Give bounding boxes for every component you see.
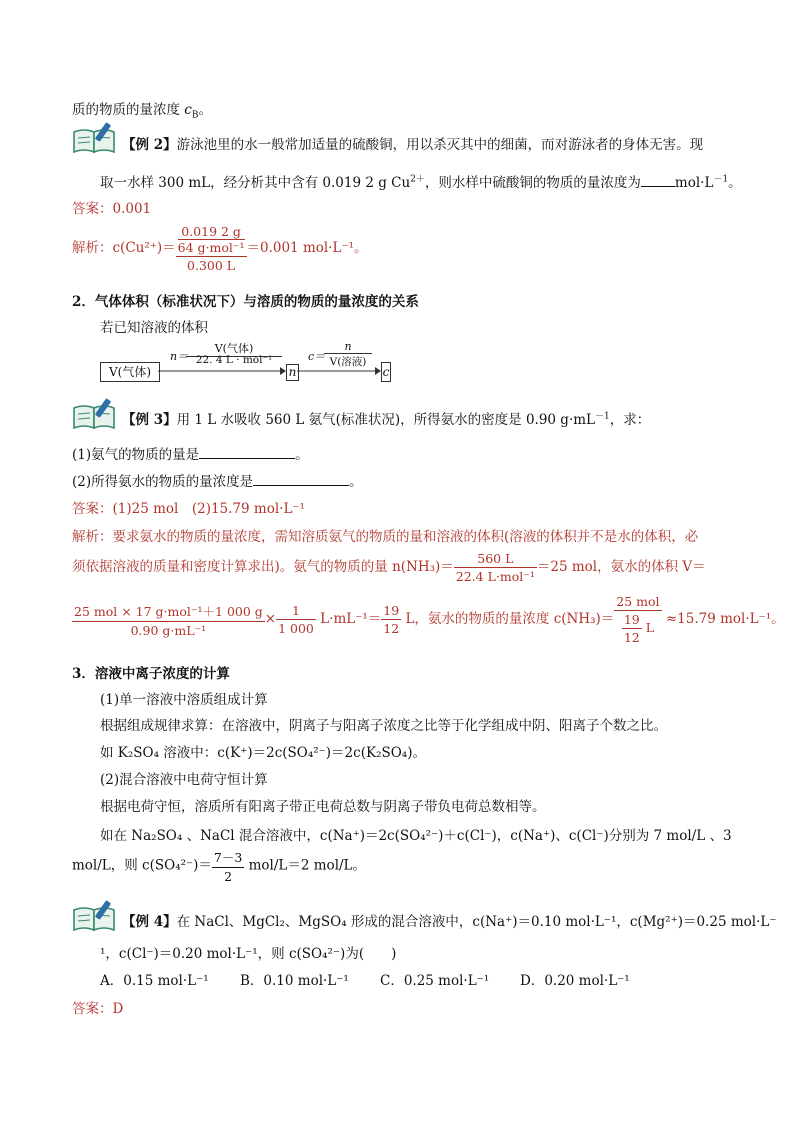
ex3-frac-conc <box>614 594 661 645</box>
ex2-frac-top <box>176 224 247 257</box>
ex3-q2-blank[interactable] <box>253 472 349 486</box>
sec2-sub: 若已知溶液的体积 <box>100 320 208 336</box>
ex2-analysis-lhs: c(Cu²⁺)＝ <box>112 240 176 256</box>
ex2-sup1: 2＋ <box>410 174 425 185</box>
ex3-q1-end: 。 <box>295 447 309 463</box>
book-pen-icon <box>72 122 118 154</box>
ex4-line1 <box>122 910 776 930</box>
sec3-title: 3．溶液中离子浓度的计算 <box>72 666 230 682</box>
flow-arrow-1 <box>158 366 286 376</box>
sec3-frac-num: 7－3 <box>212 848 244 868</box>
ex2-text2b: ，则水样中硫酸铜的物质的量浓度为 <box>424 175 641 191</box>
ex2-text2d: 。 <box>728 175 742 191</box>
ex3-text1b: ，求： <box>609 412 651 428</box>
sec3-p7 <box>72 848 366 884</box>
flow-formula2-num: n <box>324 340 372 354</box>
ex3-analysis-line3 <box>72 594 785 645</box>
ex3-answer: 答案：(1)25 mol (2)15.79 mol·L⁻¹ <box>72 501 305 517</box>
book-pen-icon <box>72 900 118 932</box>
ex4-line2: ¹，c(Cl⁻)＝0.20 mol·L⁻¹，则 c(SO₄²⁻)为( ) <box>100 946 397 962</box>
sec3-p3: 如 K₂SO₄ 溶液中：c(K⁺)＝2c(SO₄²⁻)＝2c(K₂SO₄)。 <box>100 745 426 761</box>
ex3-frac-volume <box>72 602 265 638</box>
sec3-p1: (1)单一溶液中溶质组成计算 <box>100 692 268 708</box>
ex2-line1 <box>122 133 703 153</box>
ex2-text1: 游泳池里的水一般常加适量的硫酸铜，用以杀灭其中的细菌，而对游泳者的身体无害。现 <box>176 137 704 153</box>
ex3-end: ≈15.79 mol·L⁻¹。 <box>661 611 785 627</box>
ex3-text1a: 用 1 L 水吸收 560 L 氨气(标准状况)，所得氨水的密度是 0.90 g·mL <box>176 412 596 428</box>
sec3-p7-pre: mol/L，则 c(SO₄²⁻)＝ <box>72 857 212 874</box>
flow-formula1-num: V(气体) <box>186 340 282 357</box>
flow-formula1-den: 22. 4 L · mol⁻¹ <box>195 354 273 366</box>
intro-text: 质的物质的量浓度 <box>72 102 185 118</box>
ex2-frac-bottom: 0.300 L <box>187 258 236 273</box>
ex3-q1-blank[interactable] <box>199 445 295 459</box>
sec3-p4: (2)混合溶液中电荷守恒计算 <box>100 772 268 788</box>
ex3-q1 <box>72 443 309 463</box>
ex3-mid: L，氨水的物质的量浓度 c(NH₃)＝ <box>401 611 615 627</box>
ex3-frac-result <box>381 603 401 636</box>
ex3-q1-text: (1)氨气的物质的量是 <box>72 447 200 463</box>
ex4-option-a[interactable]: A．0.15 mol·L⁻¹ <box>100 973 209 989</box>
ex3-frac-conv-num: 1 <box>276 603 316 620</box>
flow-diagram <box>100 340 400 384</box>
intro-end: 。 <box>198 102 212 118</box>
ex2-answer-blank[interactable] <box>641 173 675 187</box>
ex2-analysis-rhs: ＝0.001 mol·L⁻¹。 <box>246 240 368 256</box>
ex3-frac-conv <box>276 603 316 636</box>
ex4-option-d[interactable]: D．0.20 mol·L⁻¹ <box>520 973 630 989</box>
ex2-answer: 答案：0.001 <box>72 201 152 217</box>
flow-formula2-lhs: c＝ <box>308 350 326 363</box>
ex3-sup: －1 <box>595 411 610 422</box>
sec3-p2: 根据组成规律求算：在溶液中，阴离子与阳离子浓度之比等于化学组成中阴、阳离子个数之比。 <box>100 718 667 734</box>
sec3-p6: 如在 Na₂SO₄ 、NaCl 混合溶液中，c(Na⁺)＝2c(SO₄²⁻)＋c(Cl⁻)，c(Na⁺)、c(Cl⁻)分别为 7 mol/L 、3 <box>100 828 732 844</box>
ex3-frac-moles-num: 560 L <box>454 551 537 568</box>
ex3-a2-post: ＝25 mol，氨水的体积 V＝ <box>536 559 706 575</box>
intro-sub: B <box>191 110 199 121</box>
ex4-text1: 在 NaCl、MgCl₂、MgSO₄ 形成的混合溶液中，c(Na⁺)＝0.10 mol·L⁻¹，c(Mg²⁺)＝0.25 mol·L⁻ <box>176 914 777 930</box>
ex3-analysis-line1: 解析：要求氨水的物质的量浓度，需知溶质氨气的物质的量和溶液的体积(溶液的体积并不是水的体积，必 <box>72 529 699 545</box>
ex3-frac-volume-den: 0.90 g·mL⁻¹ <box>130 622 207 638</box>
ex3-frac-result-den: 12 <box>383 621 400 636</box>
ex3-frac-conc-inner-num: 19 <box>623 612 640 627</box>
ex3-line1 <box>122 408 650 428</box>
ex3-q2-text: (2)所得氨水的物质的量浓度是 <box>72 474 254 490</box>
ex2-frac-top-den: 64 g·mol⁻¹ <box>177 240 245 255</box>
ex3-frac-conc-unit: L <box>641 620 655 635</box>
flow-formula2-den: V(溶液) <box>329 356 367 368</box>
ex3-label: 【例 3】 <box>122 412 177 428</box>
ex3-a2-pre: 须依据溶液的质量和密度计算求出)。氨气的物质的量 <box>72 559 393 575</box>
ex2-text2c: mol·L <box>674 175 714 191</box>
flow-box-gas-volume: V(气体) <box>100 362 160 382</box>
ex3-frac-moles <box>454 551 537 584</box>
ex4-option-c[interactable]: C．0.25 mol·L⁻¹ <box>380 973 490 989</box>
flow-box-c: c <box>381 362 391 382</box>
ex3-frac-conc-den <box>614 611 661 645</box>
ex3-frac-volume-num: 25 mol × 17 g·mol⁻¹＋1 000 g <box>72 602 265 622</box>
sec3-frac <box>212 848 244 884</box>
ex2-line2 <box>100 171 742 191</box>
ex2-label: 【例 2】 <box>122 137 177 153</box>
book-pen-icon <box>72 398 118 430</box>
ex3-frac-conv-den: 1 000 <box>278 621 314 636</box>
ex2-sup2: －1 <box>713 174 729 185</box>
ex3-q2-end: 。 <box>349 474 363 490</box>
ex3-frac-conc-num: 25 mol <box>616 594 660 609</box>
ex3-analysis-line2 <box>72 551 706 584</box>
ex3-a2-n: n(NH₃)＝ <box>392 559 454 575</box>
sec3-frac-den: 2 <box>224 869 233 884</box>
ex2-text2a: 取一水样 300 mL，经分析其中含有 0.019 2 g Cu <box>100 175 411 191</box>
sec3-p5: 根据电荷守恒，溶质所有阳离子带正电荷总数与阴离子带负电荷总数相等。 <box>100 799 546 815</box>
ex4-label: 【例 4】 <box>122 914 177 930</box>
ex3-unit: L·mL⁻¹＝ <box>315 611 382 627</box>
intro-tail <box>72 98 212 121</box>
ex3-frac-moles-den: 22.4 L·mol⁻¹ <box>455 569 535 584</box>
intro-var: c <box>184 102 192 118</box>
ex4-option-b[interactable]: B．0.10 mol·L⁻¹ <box>240 973 349 989</box>
flow-arrow-2 <box>297 366 381 376</box>
ex2-analysis <box>72 224 367 273</box>
sec2-title: 2．气体体积（标准状况下）与溶质的物质的量浓度的关系 <box>72 294 419 310</box>
flow-box-n: n <box>286 364 299 381</box>
ex2-fraction <box>176 224 247 273</box>
ex2-frac-top-num: 0.019 2 g <box>178 224 245 240</box>
ex3-times: × <box>264 611 277 627</box>
flow-formula1-lhs: n＝ <box>170 350 189 363</box>
ex3-q2 <box>72 470 363 490</box>
ex3-frac-conc-inner <box>622 612 642 645</box>
ex3-frac-conc-inner-den: 12 <box>623 630 640 645</box>
ex3-frac-result-num: 19 <box>383 603 400 618</box>
ex2-analysis-prefix: 解析： <box>72 240 113 256</box>
ex4-answer: 答案：D <box>72 1001 124 1017</box>
sec3-p7-post: mol/L＝2 mol/L。 <box>244 857 367 874</box>
